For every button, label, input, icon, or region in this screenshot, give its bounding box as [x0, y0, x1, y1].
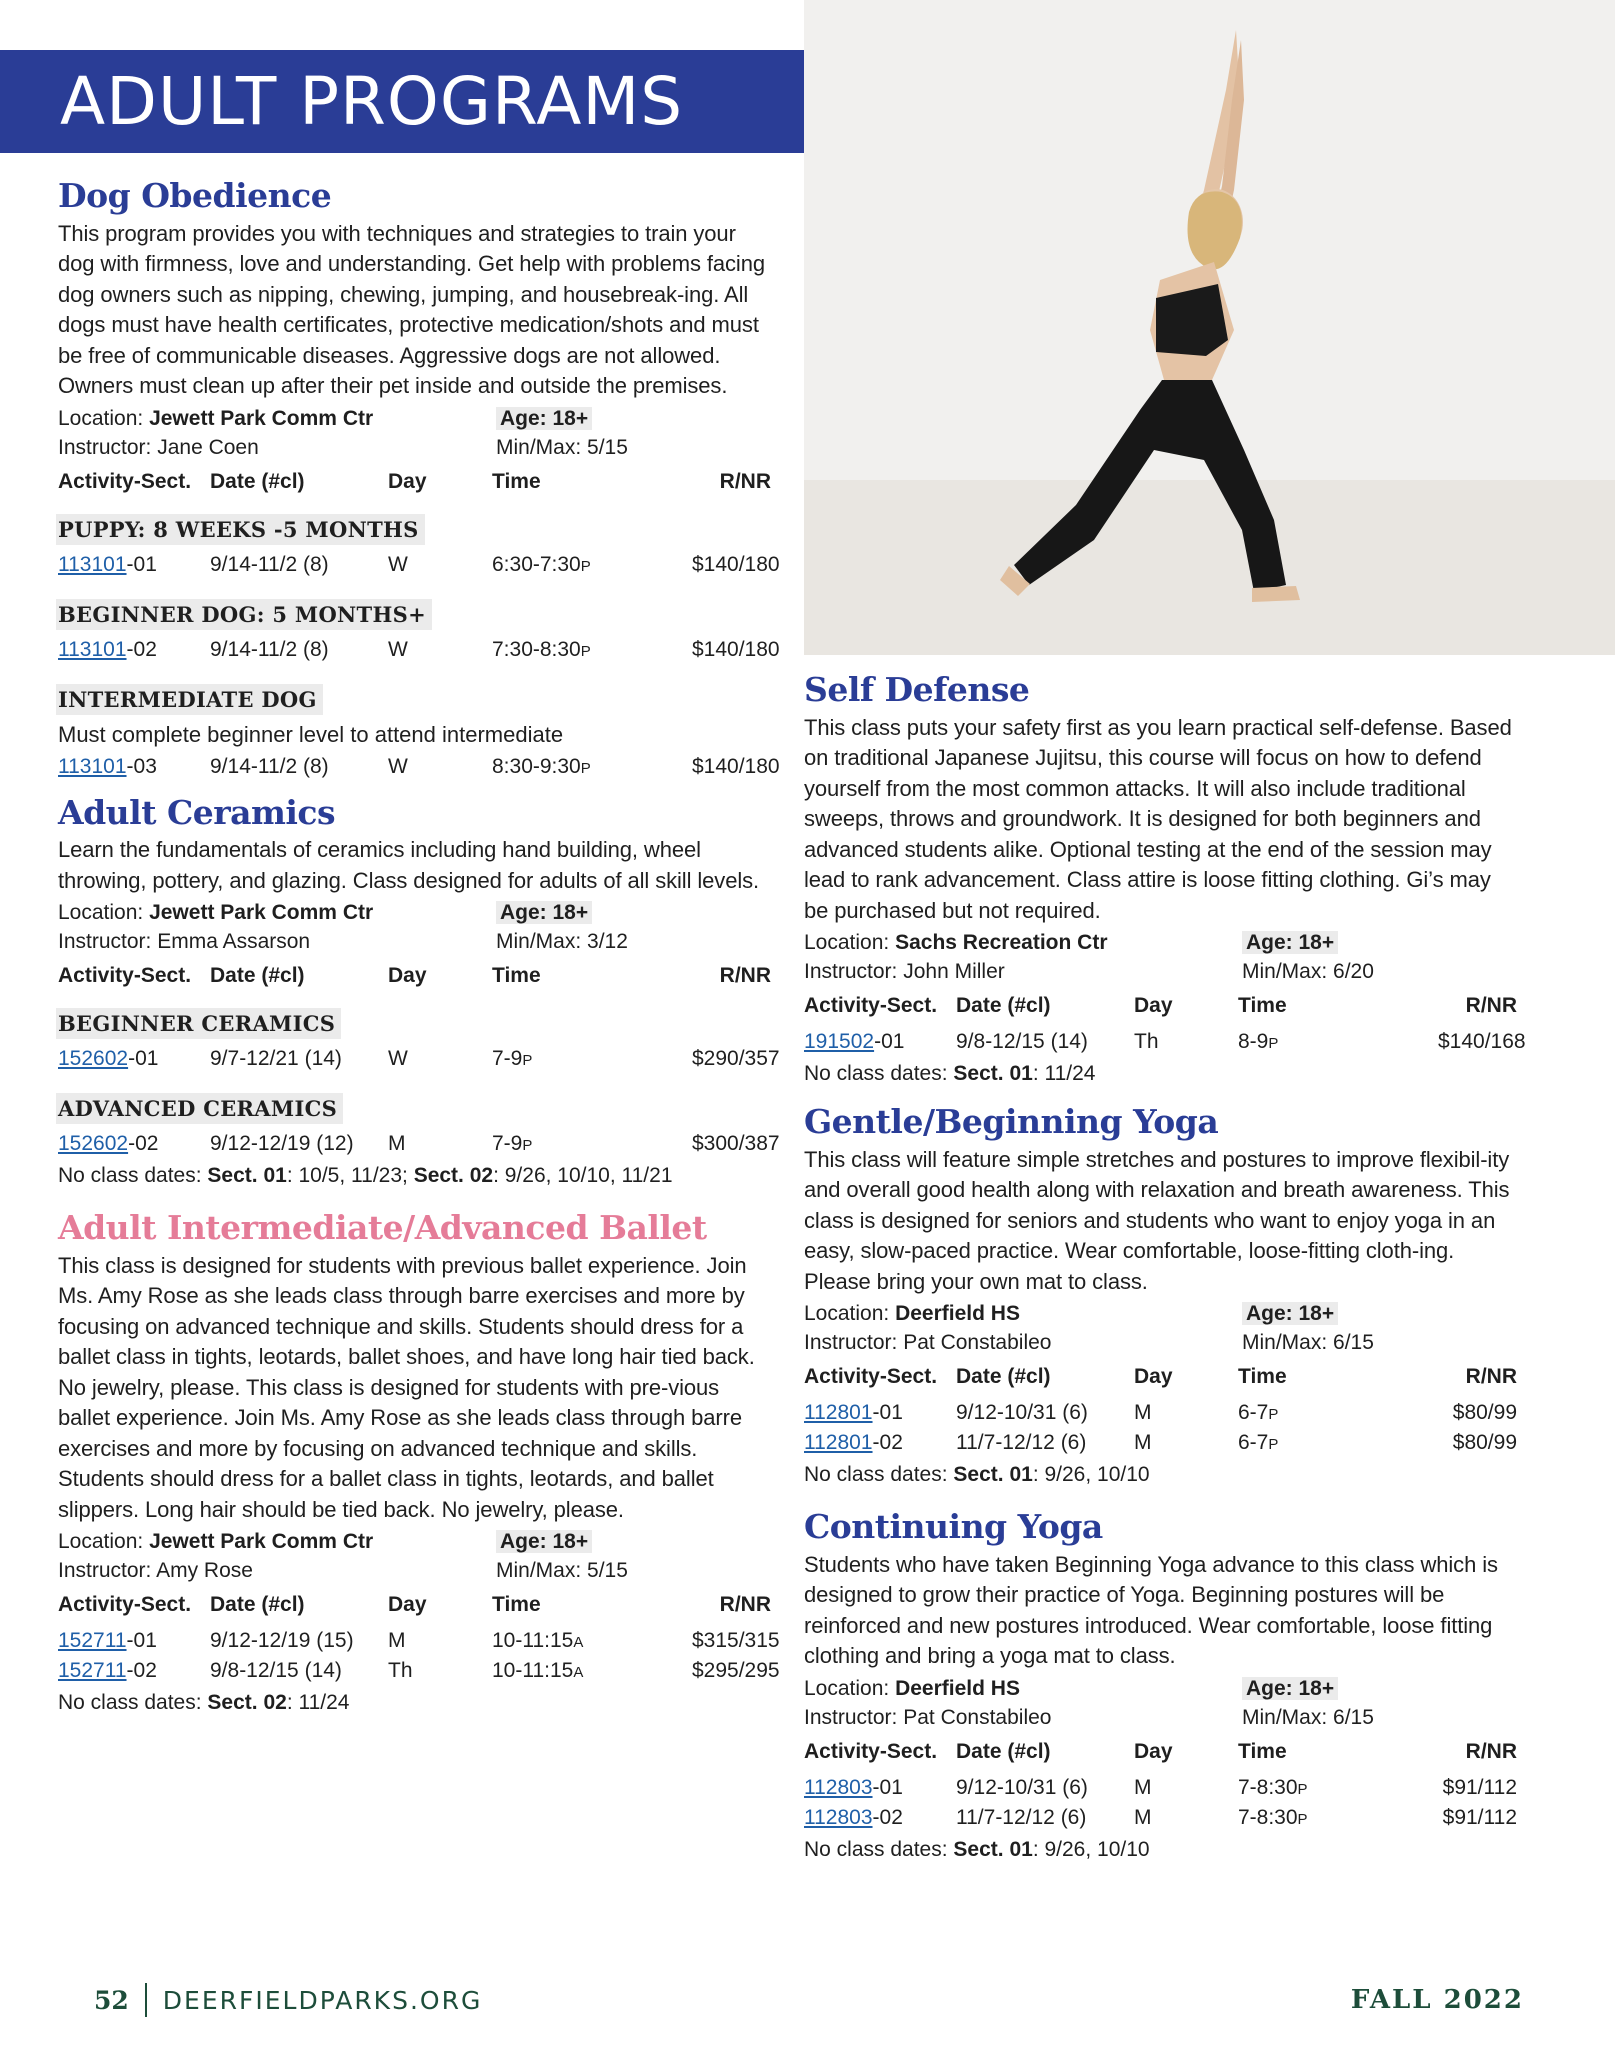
- activity-code-link[interactable]: 113101: [58, 754, 127, 778]
- activity-code-link[interactable]: 152711: [58, 1629, 127, 1653]
- section-title: Dog Obedience: [58, 176, 332, 215]
- program-meta: Location: Jewett Park Comm Ctr Age: 18+ Instructor: Jane Coen Min/Max: 5/15: [58, 404, 771, 462]
- table-header: Activity-Sect. Date (#cl) Day Time R/NR: [804, 1739, 1517, 1763]
- ballet-section: [58, 1208, 780, 1717]
- activity-code-link[interactable]: 152602: [58, 1132, 129, 1156]
- section-description: Learn the fundamentals of ceramics including hand building, wheel throwing, pottery, and glazing. Class designed for adults of all skill levels.: [58, 837, 760, 893]
- table-row: 152711-02 9/8-12/15 (14) Th 10-11:15A $295/295: [58, 1659, 780, 1683]
- table-row: 152602-02 9/12-12/19 (12) M 7-9P $300/387: [58, 1132, 780, 1156]
- table-header: Activity-Sect. Date (#cl) Day Time R/NR: [804, 994, 1517, 1018]
- no-class-dates: No class dates: Sect. 01: 11/24: [804, 1062, 1096, 1086]
- table-header: Activity-Sect. Date (#cl) Day Time R/NR: [58, 469, 771, 493]
- minmax: Min/Max: 5/15: [496, 435, 628, 459]
- table-row: 113101-01 9/14-11/2 (8) W 6:30-7:30P $140/180: [58, 552, 780, 576]
- section-title: Adult Intermediate/Advanced Ballet: [58, 1208, 707, 1248]
- minmax: Min/Max: 5/15: [496, 1559, 628, 1583]
- activity-code-link[interactable]: 113101: [58, 637, 127, 661]
- program-meta: Location: Sachs Recreation Ctr Age: 18+ Instructor: John Miller Min/Max: 6/20: [804, 928, 1517, 986]
- section-description: This class puts your safety first as you learn practical self-defense. Based on traditional Japanese Jujitsu, this course will focus on how to defend yourself from the most common attacks. It will also include traditional sweeps, throws and groundwork. It is designed for both beginners and advanced students alike. Optional testing at the end of the session may lead to rank advancement. Class attire is loose fitting clothing. Gi’s may be purchased but not required.: [804, 714, 1512, 923]
- table-row: 112803-01 9/12-10/31 (6) M 7-8:30P $91/112: [804, 1775, 1517, 1799]
- page-footer: [94, 1980, 1524, 2020]
- location-value: Deerfield HS: [895, 1676, 1020, 1700]
- location-value: Jewett Park Comm Ctr: [149, 406, 374, 430]
- table-header: Activity-Sect. Date (#cl) Day Time R/NR: [58, 964, 771, 988]
- activity-code-link[interactable]: 191502: [804, 1030, 875, 1054]
- section-description: This program provides you with techniques and strategies to train your dog with firmness, love and understanding. Get help with problems facing dog owners such as nipping, chewing, jumping, and housebreak-ing. All dogs must have health certificates, protective medication/shots and must be free of communicable diseases. Aggressive dogs are not allowed. Owners must clean up after their pet inside and outside the premises.: [58, 220, 765, 399]
- location-value: Jewett Park Comm Ctr: [149, 901, 374, 925]
- gentle-yoga-section: [804, 1102, 1517, 1489]
- instructor-value: Amy Rose: [156, 1559, 253, 1583]
- section-title: Continuing Yoga: [804, 1507, 1103, 1547]
- program-meta: Location: Jewett Park Comm Ctr Age: 18+ Instructor: Emma Assarson Min/Max: 3/12: [58, 898, 771, 956]
- footer-season: FALL 2022: [1350, 1985, 1524, 2015]
- no-class-dates: No class dates: Sect. 01: 10/5, 11/23; Sect. 02: 9/26, 10/10, 11/21: [58, 1164, 673, 1188]
- dog-obedience-section: [58, 176, 780, 783]
- minmax: Min/Max: 6/20: [1242, 960, 1374, 984]
- subsection-label: PUPPY: 8 WEEKS -5 MONTHS: [56, 514, 425, 545]
- adult-ceramics-section: [58, 792, 780, 1191]
- instructor-value: John Miller: [903, 960, 1005, 984]
- table-row: 112801-02 11/7-12/12 (6) M 6-7P $80/99: [804, 1431, 1517, 1455]
- activity-code-link[interactable]: 113101: [58, 552, 127, 576]
- minmax: Min/Max: 6/15: [1242, 1705, 1374, 1729]
- location-value: Jewett Park Comm Ctr: [149, 1530, 374, 1554]
- activity-code-link[interactable]: 112803: [804, 1775, 873, 1799]
- instructor-value: Pat Constabileo: [903, 1705, 1052, 1729]
- footer-website[interactable]: DEERFIELDPARKS.ORG: [162, 1985, 483, 2015]
- page-title: ADULT PROGRAMS: [60, 63, 684, 140]
- subsection-label: INTERMEDIATE DOG: [56, 684, 323, 715]
- subsection-label: ADVANCED CERAMICS: [56, 1093, 343, 1124]
- activity-code-link[interactable]: 112803: [804, 1805, 873, 1829]
- instructor-value: Jane Coen: [157, 435, 259, 459]
- subsection-label: BEGINNER CERAMICS: [56, 1008, 341, 1039]
- footer-left: [94, 1983, 482, 2017]
- age-badge: Age: 18+: [496, 901, 592, 924]
- subsection-note: Must complete beginner level to attend intermediate: [58, 721, 564, 747]
- instructor-value: Emma Assarson: [157, 930, 311, 954]
- age-badge: Age: 18+: [496, 407, 592, 430]
- table-row: 112803-02 11/7-12/12 (6) M 7-8:30P $91/112: [804, 1805, 1517, 1829]
- section-title: Gentle/Beginning Yoga: [804, 1102, 1219, 1142]
- age-badge: Age: 18+: [1242, 1302, 1338, 1325]
- table-row: 191502-01 9/8-12/15 (14) Th 8-9P $140/168: [804, 1030, 1526, 1054]
- no-class-dates: No class dates: Sect. 02: 11/24: [58, 1691, 350, 1715]
- minmax: Min/Max: 6/15: [1242, 1331, 1374, 1355]
- left-column: [58, 176, 780, 1727]
- continuing-yoga-section: [804, 1507, 1517, 1864]
- activity-code-link[interactable]: 112801: [804, 1431, 873, 1455]
- minmax: Min/Max: 3/12: [496, 930, 628, 954]
- location-value: Sachs Recreation Ctr: [895, 931, 1108, 955]
- activity-code-link[interactable]: 152602: [58, 1047, 129, 1071]
- table-header: Activity-Sect. Date (#cl) Day Time R/NR: [804, 1365, 1517, 1389]
- table-row: 152711-01 9/12-12/19 (15) M 10-11:15A $315/315: [58, 1629, 780, 1653]
- age-badge: Age: 18+: [496, 1530, 592, 1553]
- age-badge: Age: 18+: [1242, 1677, 1338, 1700]
- section-description: This class is designed for students with previous ballet experience. Join Ms. Amy Rose as she leads class through barre exercises and more by focusing on advanced technique and skills. Students should dress for a ballet class in tights, leotards, ballet shoes, and have long hair tied back. No jewelry, please. This class is designed for students with pre-vious ballet experience. Join Ms. Amy Rose as she leads class through barre exercises and more by focusing on advanced technique and skills. Students should dress for a ballet class in tights, leotards, and ballet slippers. Long hair should be tied back. No jewelry, please.: [58, 1252, 755, 1522]
- program-meta: Location: Deerfield HS Age: 18+ Instructor: Pat Constabileo Min/Max: 6/15: [804, 1674, 1517, 1732]
- table-header: Activity-Sect. Date (#cl) Day Time R/NR: [58, 1593, 771, 1617]
- right-column: [804, 670, 1526, 1874]
- table-row: 152602-01 9/7-12/21 (14) W 7-9P $290/357: [58, 1047, 780, 1071]
- subsection-label: BEGINNER DOG: 5 MONTHS+: [56, 599, 432, 630]
- program-meta: Location: Jewett Park Comm Ctr Age: 18+ Instructor: Amy Rose Min/Max: 5/15: [58, 1527, 771, 1585]
- section-title: Self Defense: [804, 670, 1030, 709]
- page-number: 52: [94, 1985, 129, 2015]
- age-badge: Age: 18+: [1242, 931, 1338, 954]
- activity-code-link[interactable]: 112801: [804, 1401, 873, 1425]
- table-row: 113101-02 9/14-11/2 (8) W 7:30-8:30P $140/180: [58, 637, 780, 661]
- yoga-pose-illustration: [804, 0, 1615, 655]
- no-class-dates: No class dates: Sect. 01: 9/26, 10/10: [804, 1837, 1150, 1861]
- instructor-value: Pat Constabileo: [903, 1331, 1052, 1355]
- table-row: 113101-03 9/14-11/2 (8) W 8:30-9:30P $140/180: [58, 754, 780, 778]
- self-defense-section: [804, 670, 1526, 1088]
- program-meta: Location: Deerfield HS Age: 18+ Instructor: Pat Constabileo Min/Max: 6/15: [804, 1299, 1517, 1357]
- location-value: Deerfield HS: [895, 1302, 1020, 1326]
- activity-code-link[interactable]: 152711: [58, 1659, 127, 1683]
- section-description: Students who have taken Beginning Yoga advance to this class which is designed to grow their practice of Yoga. Beginning postures will be reinforced and new postures introduced. Wear comfortable, loose fitting clothing and bring a yoga mat to class.: [804, 1551, 1498, 1669]
- no-class-dates: No class dates: Sect. 01: 9/26, 10/10: [804, 1463, 1150, 1487]
- table-row: 112801-01 9/12-10/31 (6) M 6-7P $80/99: [804, 1401, 1517, 1425]
- section-title: Adult Ceramics: [58, 792, 336, 832]
- page-banner: [0, 50, 820, 153]
- yoga-photo: [804, 0, 1615, 655]
- footer-divider: [145, 1983, 147, 2017]
- section-description: This class will feature simple stretches and postures to improve flexibil-ity and overall good health along with relaxation and breath awareness. This class is designed for seniors and students who want to enjoy yoga in an easy, slow-paced practice. Wear comfortable, loose-fitting cloth-ing. Please bring your own mat to class.: [804, 1146, 1510, 1294]
